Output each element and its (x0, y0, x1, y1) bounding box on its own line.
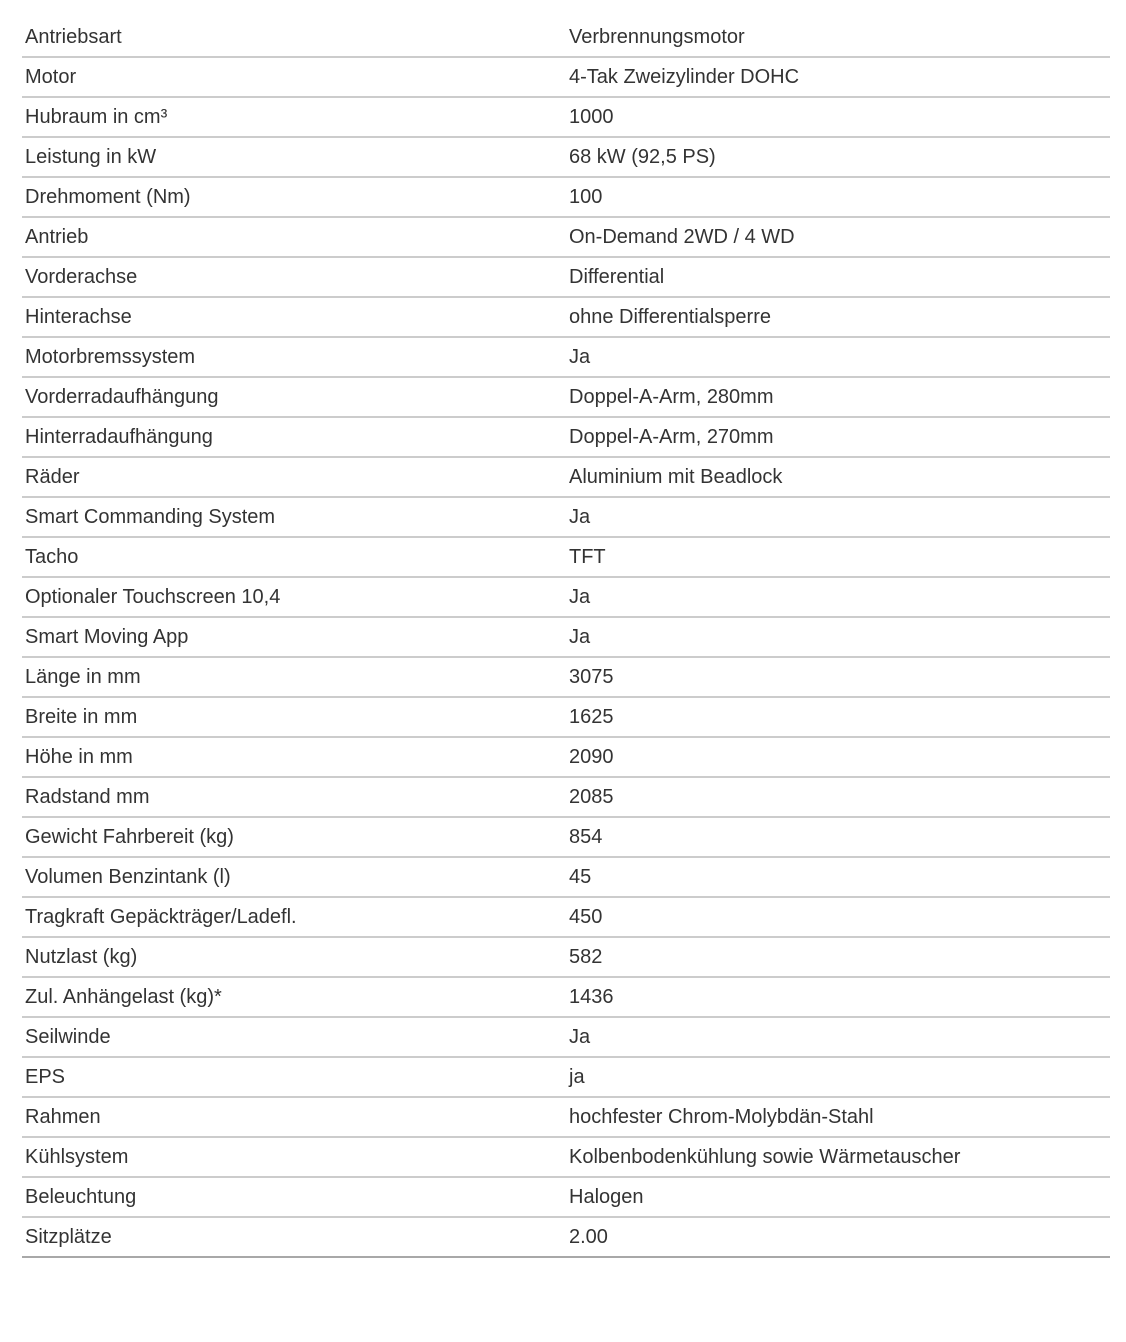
spec-label: Breite in mm (25, 706, 138, 728)
spec-label: Motorbremssystem (25, 346, 196, 368)
spec-label: Smart Commanding System (25, 506, 276, 528)
spec-value: 450 (569, 906, 603, 928)
spec-label: Nutzlast (kg) (25, 946, 138, 968)
spec-value: Halogen (569, 1186, 644, 1208)
table-row (22, 18, 1110, 58)
spec-label: Länge in mm (25, 666, 141, 688)
spec-label: Beleuchtung (25, 1186, 137, 1208)
spec-label: Tragkraft Gepäckträger/Ladefl. (25, 906, 297, 928)
table-row (22, 338, 1110, 378)
spec-label: Volumen Benzintank (l) (25, 866, 231, 888)
table-row (22, 458, 1110, 498)
spec-value: 854 (569, 826, 603, 848)
spec-value: Ja (569, 346, 591, 368)
table-row (22, 578, 1110, 618)
spec-value: Differential (569, 266, 665, 288)
spec-label: Hinterradaufhängung (25, 426, 213, 448)
spec-value: Kolbenbodenkühlung sowie Wärmetauscher (569, 1146, 961, 1168)
table-row (22, 698, 1110, 738)
spec-label: Drehmoment (Nm) (25, 186, 191, 208)
spec-value: 4-Tak Zweizylinder DOHC (569, 66, 800, 88)
table-row (22, 738, 1110, 778)
spec-label: Gewicht Fahrbereit (kg) (25, 826, 234, 848)
spec-value: 1000 (569, 106, 614, 128)
spec-label: Radstand mm (25, 786, 150, 808)
spec-label: Antrieb (25, 226, 89, 248)
spec-value: Ja (569, 586, 591, 608)
table-row (22, 818, 1110, 858)
spec-value: Doppel-A-Arm, 280mm (569, 386, 774, 408)
table-row (22, 658, 1110, 698)
spec-label: Smart Moving App (25, 626, 189, 648)
table-row (22, 1098, 1110, 1138)
spec-table (22, 18, 1110, 1258)
table-row (22, 218, 1110, 258)
spec-value: 1436 (569, 986, 614, 1008)
spec-label: Höhe in mm (25, 746, 133, 768)
spec-value: TFT (569, 546, 606, 568)
spec-value: ja (569, 1066, 585, 1088)
spec-label: Tacho (25, 546, 79, 568)
spec-label: Motor (25, 66, 77, 88)
spec-value: 3075 (569, 666, 614, 688)
table-row (22, 138, 1110, 178)
spec-value: hochfester Chrom-Molybdän-Stahl (569, 1106, 874, 1128)
spec-label: Hubraum in cm³ (25, 106, 168, 128)
table-row (22, 258, 1110, 298)
table-row (22, 978, 1110, 1018)
spec-label: Seilwinde (25, 1026, 111, 1048)
table-row (22, 298, 1110, 338)
table-row (22, 938, 1110, 978)
spec-label: Hinterachse (25, 306, 132, 328)
spec-value: 100 (569, 186, 603, 208)
spec-label: Räder (25, 466, 80, 488)
spec-value: 2085 (569, 786, 614, 808)
table-row (22, 858, 1110, 898)
spec-value: 582 (569, 946, 603, 968)
spec-value: Ja (569, 506, 591, 528)
spec-label: Kühlsystem (25, 1146, 129, 1168)
table-row (22, 498, 1110, 538)
spec-label: Antriebsart (25, 26, 122, 48)
spec-value: 2.00 (569, 1226, 608, 1248)
spec-label: Sitzplätze (25, 1226, 112, 1248)
table-row (22, 1218, 1110, 1258)
spec-value: Ja (569, 1026, 591, 1048)
table-row (22, 778, 1110, 818)
table-row (22, 898, 1110, 938)
table-row (22, 178, 1110, 218)
spec-value: Verbrennungsmotor (569, 26, 745, 48)
spec-label: Vorderradaufhängung (25, 386, 219, 408)
spec-value: 2090 (569, 746, 614, 768)
table-row (22, 1058, 1110, 1098)
table-row (22, 1018, 1110, 1058)
spec-label: EPS (25, 1066, 66, 1088)
spec-label: Zul. Anhängelast (kg)* (25, 986, 222, 1008)
table-row (22, 98, 1110, 138)
table-row (22, 1138, 1110, 1178)
spec-value: Ja (569, 626, 591, 648)
table-row (22, 1178, 1110, 1218)
spec-label: Rahmen (25, 1106, 101, 1128)
spec-value: 1625 (569, 706, 614, 728)
table-row (22, 378, 1110, 418)
spec-label: Leistung in kW (25, 146, 157, 168)
table-row (22, 418, 1110, 458)
spec-label: Vorderachse (25, 266, 138, 288)
table-row (22, 538, 1110, 578)
spec-value: 68 kW (92,5 PS) (569, 146, 716, 168)
spec-value: Doppel-A-Arm, 270mm (569, 426, 774, 448)
spec-value: On-Demand 2WD / 4 WD (569, 226, 795, 248)
spec-label: Optionaler Touchscreen 10,4 (25, 586, 281, 608)
spec-value: Aluminium mit Beadlock (569, 466, 783, 488)
spec-value: ohne Differentialsperre (569, 306, 771, 328)
spec-value: 45 (569, 866, 592, 888)
table-row (22, 618, 1110, 658)
table-row (22, 58, 1110, 98)
